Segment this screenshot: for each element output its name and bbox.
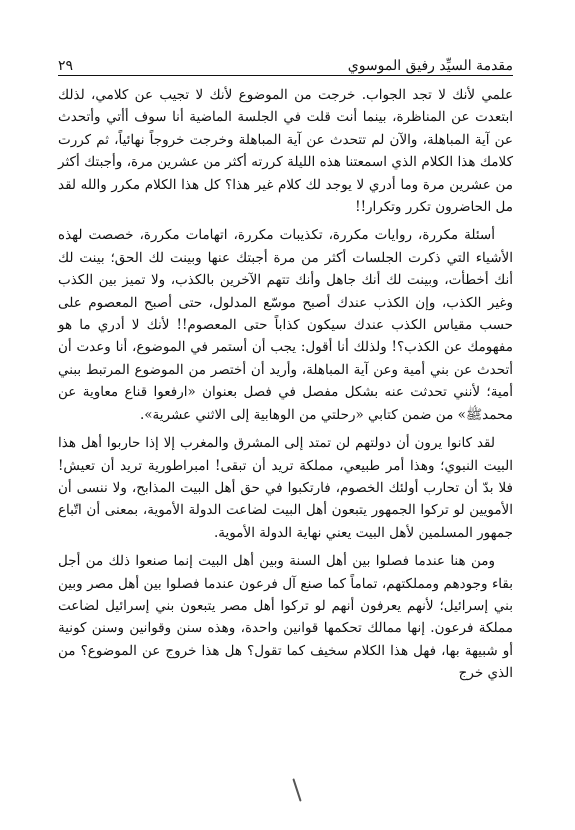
paragraph-3: لقد كانوا يرون أن دولتهم لن تمتد إلى المشرق والمغرب إلا إذا حاربوا أهل هذا البيت النبوي؛ وهذا أمر طبيعي، مملكة تريد أن تبقى! امبراطورية تريد أن تعيش! فلا بدّ أن تحارب أولئك الخصوم، فارتكبوا في حق أهل البيت المذابح، ولا ننسى أن الأمويين لو تركوا الجمهور يتبعون أهل البيت لضاعت الدولة الأموية، بمعنى أن اتّباع جمهور المسلمين لأهل البيت يعني نهاية الدولة الأموية. <box>58 435 513 541</box>
paragraph-2: أسئلة مكررة، روايات مكررة، تكذيبات مكررة، اتهامات مكررة، خصصت لهذه الأشياء التي ذكرت الجلسات أكثر من مرة أجبتك عنها وبينت لك الحق؛ بينت لك أنك أخطأت، وبينت لك أنك جاهل وأنك تتهم الآخرين بالكذب، ولا تميز بين الكذب وغير الكذب، وإن الكذب عندك أصبح موسّع المدلول، حتى أصبح المعصوم على حسب مقياس الكذب عندك سيكون كذاباً حتى المعصوم!! لأنك لا أدري ما هو مفهومك عن الكذب؟! ولذلك أنا أقول: يجب أن أستمر في الموضوع، أنا وعدت أن أتحدث عن بني أمية وعن آية المباهلة، وأريد أن أختصر من الموضوع المرتبط ببني أمية؛ لأنني تحدثت عنه بشكل مفصل في فصل بعنوان «ارفعوا قناع معاوية عن محمدﷺ» من ضمن كتابي «رحلتي من الوهابية إلى الاثني عشرية». <box>58 227 513 423</box>
running-header <box>58 52 513 74</box>
body-text <box>58 84 513 685</box>
paragraph-4: ومن هنا عندما فصلوا بين أهل السنة وبين أهل البيت إنما صنعوا ذلك من أجل بقاء وجودهم ومملكتهم، تماماً كما صنع آل فرعون عندما فصلوا بين أهل مصر وبين بني إسرائيل؛ لأنهم يعرفون أنهم لو تركوا أهل مصر يتبعون بني إسرائيل لضاعت مملكة فرعون. إنها ممالك تحكمها قوانين واحدة، وهذه سنن وقوانين وسنن كونية أو شبيهة بها، فهل هذا الكلام سخيف كما تقول؟ هل هذا خروج عن الموضوع؟ من الذي خرج <box>58 553 513 682</box>
header-title: مقدمة السيِّد رفيق الموسوي <box>347 58 513 74</box>
pen-mark <box>292 778 301 801</box>
page-number: ٢٩ <box>58 58 74 74</box>
header-rule <box>58 75 513 76</box>
paragraph-1: علمي لأنك لا تجد الجواب. خرجت من الموضوع لأنك لا تجيب عن كلامي، لذلك ابتعدت عن المناظرة، بينما أنت قلت في الجلسة الماضية أنا سوف أأتي وأتحدث عن آية المباهلة، والآن لم تتحدث عن آية المباهلة وخرجت خروجاً نهائياً، ثم كررت كلامك هذا الكلام الذي اسمعتنا هذه الليلة كررته أكثر من عشرين مرة، وأجبتك أكثر من عشرين مرة وما أدري لا يوجد لك كلام غير هذا؟ كل هذا الكلام مكرر والله لقد مل الحاضرون تكرر وتكرار!! <box>58 87 513 216</box>
